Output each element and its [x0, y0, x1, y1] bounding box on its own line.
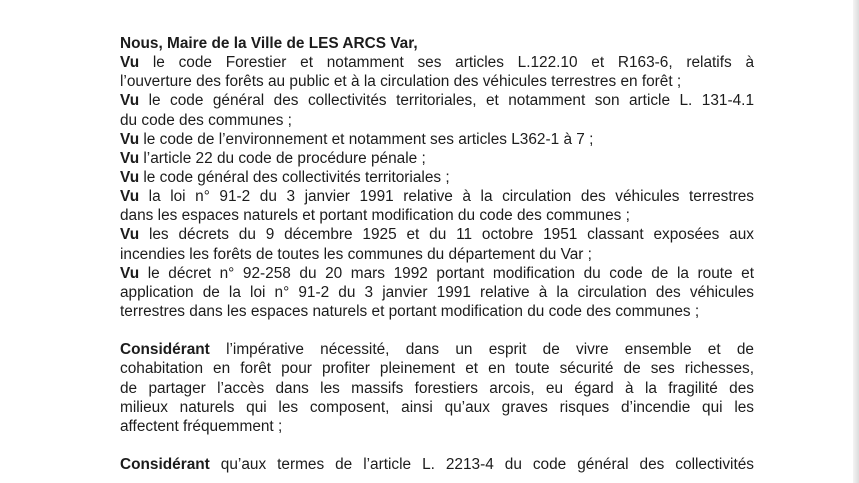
considerant-keyword: Considérant	[120, 341, 210, 359]
vu-keyword: Vu	[120, 188, 140, 206]
vu-keyword: Vu	[120, 264, 140, 282]
arrete-text	[120, 34, 754, 474]
vu-8-line-2: application de la loi n° 91-2 du 3 janvier 1991 relative à la circulation des véhicules	[120, 283, 754, 301]
vu-6-line-2: dans les espaces naturels et portant modification du code des communes ;	[120, 207, 630, 225]
considerant-1-line-1: Considérant l’impérative nécessité, dans un esprit de vivre ensemble et de	[120, 341, 754, 359]
vu-8-line-3: terrestres dans les espaces naturels et portant modification du code des communes ;	[120, 302, 700, 320]
considerant-1-line-2: cohabitation en forêt pour profiter pleinement et en toute sécurité de ses richesses,	[120, 360, 754, 378]
page-edge-shadow	[853, 0, 859, 483]
vu-keyword: Vu	[120, 168, 140, 186]
vu-2-line-1: Vu le code général des collectivités territoriales, et notamment son article L. 131-4.1	[120, 92, 754, 110]
vu-3-line-1: Vu le code de l’environnement et notamment ses articles L362-1 à 7 ;	[120, 130, 594, 148]
paragraph-gap	[120, 436, 754, 455]
vu-2-line-2: du code des communes ;	[120, 111, 292, 129]
vu-6-line-1: Vu la loi n° 91-2 du 3 janvier 1991 relative à la circulation des véhicules terrestres	[120, 188, 754, 206]
considerant-keyword: Considérant	[120, 456, 210, 474]
considerant-1-line-3: de partager l’accès dans les massifs forestiers arcois, eu égard à la fragilité des	[120, 379, 754, 397]
vu-keyword: Vu	[120, 54, 140, 72]
vu-7-line-1: Vu les décrets du 9 décembre 1925 et du 11 octobre 1951 classant exposées aux	[120, 226, 755, 244]
paragraph-gap	[120, 321, 754, 340]
considerant-1-line-4: milieux naturels qui les composent, ainsi qu’aux graves risques d’incendie qui les	[120, 398, 754, 416]
vu-1-line-1: Vu le code Forestier et notamment ses articles L.122.10 et R163-6, relatifs à	[120, 54, 754, 72]
vu-7-line-2: incendies les forêts de toutes les communes du département du Var ;	[120, 245, 592, 263]
vu-5-line-1: Vu le code général des collectivités territoriales ;	[120, 168, 450, 186]
considerant-2-line-1: Considérant qu’aux termes de l’article L. 2213-4 du code général des collectivités	[120, 456, 754, 474]
considerant-1-line-5: affectent fréquemment ;	[120, 417, 283, 435]
vu-keyword: Vu	[120, 92, 140, 110]
vu-keyword: Vu	[120, 130, 140, 148]
vu-keyword: Vu	[120, 149, 140, 167]
vu-8-line-1: Vu le décret n° 92-258 du 20 mars 1992 portant modification du code de la route et	[120, 264, 754, 282]
vu-4-line-1: Vu l’article 22 du code de procédure pénale ;	[120, 149, 426, 167]
vu-1-line-2: l’ouverture des forêts au public et à la circulation des véhicules terrestres en forêt ;	[120, 73, 682, 91]
vu-keyword: Vu	[120, 226, 140, 244]
document-heading: Nous, Maire de la Ville de LES ARCS Var,	[120, 35, 418, 52]
